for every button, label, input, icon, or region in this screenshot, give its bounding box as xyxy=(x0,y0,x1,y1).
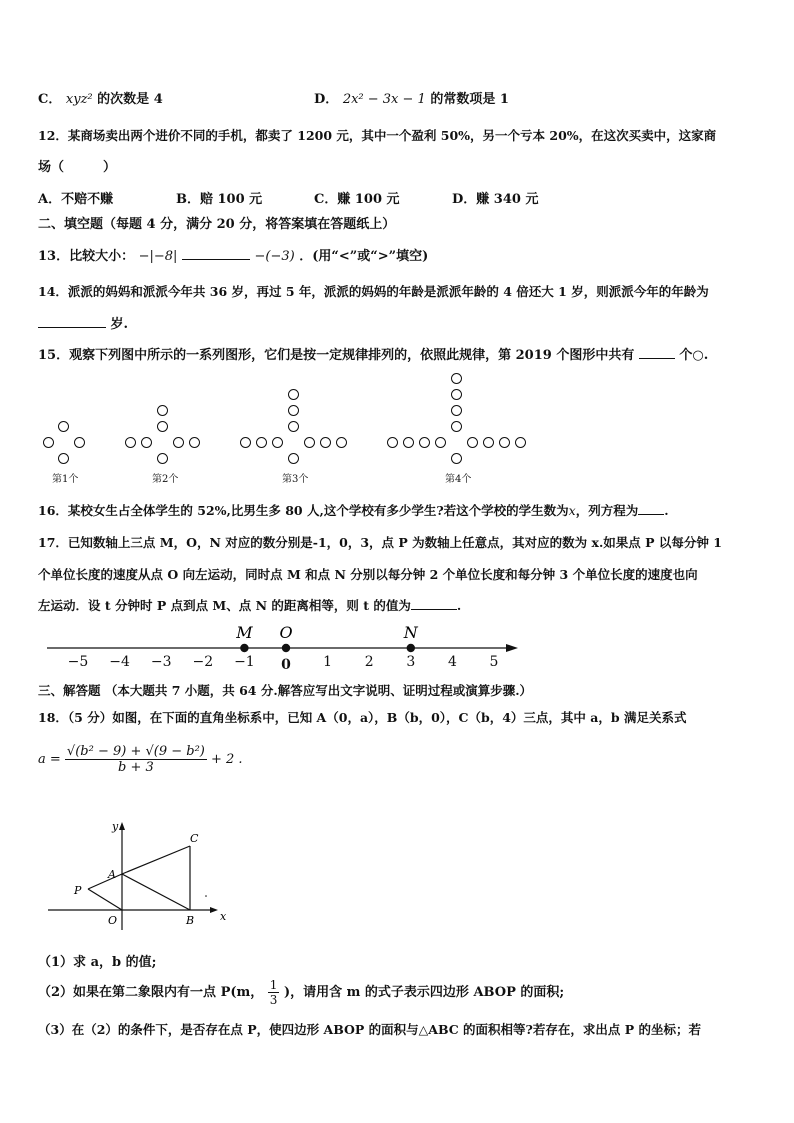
circle xyxy=(272,437,283,448)
circle xyxy=(256,437,267,448)
q16-answer-blank[interactable] xyxy=(638,502,664,515)
segment-po xyxy=(88,889,122,910)
q11-option-d-expr: 2x² − 3x − 1 xyxy=(342,92,426,107)
point-label-n: N xyxy=(403,623,418,642)
label-b: B xyxy=(186,914,195,927)
q15-text-after: 个○. xyxy=(679,348,709,363)
tick-label: 1 xyxy=(323,654,333,670)
q12-option-b: B．赔 100 元 xyxy=(176,192,263,207)
q11-option-c-expr: xyz² xyxy=(65,92,93,107)
q16-end: . xyxy=(664,503,669,518)
circle xyxy=(320,437,331,448)
x-axis-arrow-icon xyxy=(210,907,218,913)
tick-label: −5 xyxy=(67,654,89,670)
q11-option-c-label: C． xyxy=(38,92,62,107)
circle xyxy=(189,437,200,448)
q12-option-c: C．赚 100 元 xyxy=(314,192,400,207)
q16-text-before: 16．某校女生占全体学生的 52%,比男生多 80 人,这个学校有多少学生?若这个学校的学生数为 xyxy=(38,503,569,518)
q12-option-d: D．赚 340 元 xyxy=(452,192,539,207)
label-y: y xyxy=(112,820,119,833)
q18-line1: 18．（5 分）如图，在下面的直角坐标系中，已知 A（0，a），B（b，0），C（b，4）三点，其中 a，b 满足关系式 xyxy=(38,710,687,725)
q15-text xyxy=(38,344,708,363)
circle xyxy=(387,437,398,448)
circle xyxy=(288,453,299,464)
circle xyxy=(74,437,85,448)
circle xyxy=(451,421,462,432)
q15-caption-3: 第3个 xyxy=(282,474,309,485)
q18-sub2-after: )，请用含 m 的式子表示四边形 ABOP 的面积; xyxy=(283,985,565,1000)
q18-formula-denominator: b + 3 xyxy=(118,760,154,775)
label-a: A xyxy=(108,868,116,881)
circle xyxy=(125,437,136,448)
y-axis-arrow-icon xyxy=(119,822,125,830)
label-o: O xyxy=(108,914,118,927)
q11-option-d-label: D． xyxy=(314,92,339,107)
q18-formula-lhs: a = xyxy=(38,752,61,767)
segment-ab xyxy=(122,874,190,910)
q13-suffix: ．(用“<”或“>”填空) xyxy=(299,249,429,264)
q13-answer-blank[interactable] xyxy=(182,247,250,260)
q17-line2: 个单位长度的速度从点 O 向左运动，同时点 M 和点 N 分别以每分钟 2 个单位长度和每分钟 3 个单位长度的速度也向 xyxy=(38,567,698,582)
tick-label: −3 xyxy=(150,654,172,670)
circle xyxy=(43,437,54,448)
q13-right-expr: −(−3) xyxy=(254,249,295,264)
q13 xyxy=(38,245,428,264)
circle xyxy=(58,421,69,432)
q17-number-line xyxy=(0,622,794,682)
q18-sub1: （1）求 a，b 的值; xyxy=(38,955,157,970)
q17-line3-end: . xyxy=(456,598,462,613)
circle xyxy=(157,453,168,464)
q18-coordinate-figure xyxy=(40,816,280,936)
q13-left-expr: −|−8| xyxy=(138,249,178,264)
q18-formula-numerator: √(b² − 9) + √(9 − b²) xyxy=(66,744,205,759)
circle xyxy=(451,373,462,384)
q18-sub2-before: （2）如果在第二象限内有一点 P(m， xyxy=(38,985,264,1000)
circle xyxy=(451,405,462,416)
label-p: P xyxy=(74,884,82,897)
tick-label: −1 xyxy=(234,654,255,670)
segment-pa xyxy=(88,874,122,889)
circle xyxy=(499,437,510,448)
q17-answer-blank[interactable] xyxy=(411,597,457,610)
circle xyxy=(515,437,526,448)
segment-ac xyxy=(122,846,190,874)
q12-option-a: A．不赔不赚 xyxy=(38,192,114,207)
q16-text-after: ，列方程为 xyxy=(575,503,639,518)
q15-text-before: 15．观察下列图中所示的一系列图形，它们是按一定规律排列的，依照此规律，第 2019 个图形中共有 xyxy=(38,348,635,363)
circle xyxy=(304,437,315,448)
circle xyxy=(288,405,299,416)
circle xyxy=(336,437,347,448)
circle xyxy=(467,437,478,448)
q18-formula xyxy=(38,744,243,775)
q14-suffix: 岁. xyxy=(110,317,129,332)
q18-sub3: （3）在（2）的条件下，是否存在点 P，使四边形 ABOP 的面积与△ABC 的面积相等?若存在，求出点 P 的坐标；若 xyxy=(38,1022,701,1037)
q17-line1: 17．已知数轴上三点 M，O，N 对应的数分别是-1，0，3，点 P 为数轴上任意点，其对应的数为 x.如果点 P 以每分钟 1 xyxy=(38,535,722,550)
point-o xyxy=(282,644,290,652)
q18-sub2-frac-den: 3 xyxy=(269,993,278,1007)
q11-option-c xyxy=(38,88,163,107)
circle xyxy=(173,437,184,448)
q18-sub2-fraction xyxy=(268,978,280,1007)
q14-answer-blank[interactable] xyxy=(38,315,106,328)
circle xyxy=(141,437,152,448)
label-x: x xyxy=(220,910,227,923)
circle xyxy=(157,421,168,432)
tick-label: 3 xyxy=(406,654,416,670)
section3-heading: 三、解答题 （本大题共 7 小题，共 64 分.解答应写出文字说明、证明过程或演算步骤.） xyxy=(38,683,533,698)
q11-option-d-text: 的常数项是 1 xyxy=(430,92,509,107)
point-label-o: O xyxy=(279,623,293,642)
q12-line1: 12．某商场卖出两个进价不同的手机，都卖了 1200 元，其中一个盈利 50%，另一个亏本 20%，在这次买卖中，这家商 xyxy=(38,128,717,143)
q13-prefix: 13．比较大小： xyxy=(38,249,135,264)
q16-variable: x xyxy=(568,503,576,518)
circle xyxy=(451,389,462,400)
circle xyxy=(483,437,494,448)
q17-line3-text: 左运动．设 t 分钟时 P 点到点 M、点 N 的距离相等，则 t 的值为 xyxy=(38,598,411,613)
circle xyxy=(288,389,299,400)
q11-option-c-text: 的次数是 4 xyxy=(97,92,163,107)
circle xyxy=(435,437,446,448)
circle xyxy=(157,405,168,416)
q15-caption-4: 第4个 xyxy=(445,474,472,485)
tick-label: 0 xyxy=(281,657,291,673)
q12-line2: 场（ ） xyxy=(38,160,117,175)
circle xyxy=(419,437,430,448)
circle xyxy=(240,437,251,448)
tick-label: −2 xyxy=(192,654,214,670)
label-c: C xyxy=(190,832,199,845)
circle xyxy=(451,453,462,464)
circle xyxy=(288,421,299,432)
point-m xyxy=(240,644,248,652)
q14-line1: 14．派派的妈妈和派派今年共 36 岁，再过 5 年，派派的妈妈的年龄是派派年龄的 4 倍还大 1 岁，则派派今年的年龄为 xyxy=(38,284,709,299)
q18-formula-fraction xyxy=(65,744,207,775)
tick-label: 2 xyxy=(364,654,374,670)
tick-label: 5 xyxy=(489,654,499,670)
section2-heading: 二、填空题（每题 4 分，满分 20 分，将答案填在答题纸上） xyxy=(38,217,396,232)
circle xyxy=(58,453,69,464)
tick-label: 4 xyxy=(447,654,457,670)
point-n xyxy=(407,644,415,652)
q18-formula-tail: + 2 . xyxy=(211,752,243,767)
q18-sub2 xyxy=(38,978,564,1007)
q18-sub2-frac-num: 1 xyxy=(269,978,278,992)
q15-answer-blank[interactable] xyxy=(639,346,675,359)
q11-option-d xyxy=(314,88,509,107)
q16 xyxy=(38,501,669,519)
q15-caption-2: 第2个 xyxy=(152,474,179,485)
circle xyxy=(403,437,414,448)
q17-line3 xyxy=(38,596,461,614)
point-label-m: M xyxy=(236,623,253,642)
q15-caption-1: 第1个 xyxy=(52,474,79,485)
q14-line2 xyxy=(38,313,128,332)
stray-dot xyxy=(205,895,207,897)
tick-label: −4 xyxy=(109,654,130,670)
arrow-right-icon xyxy=(506,644,518,652)
